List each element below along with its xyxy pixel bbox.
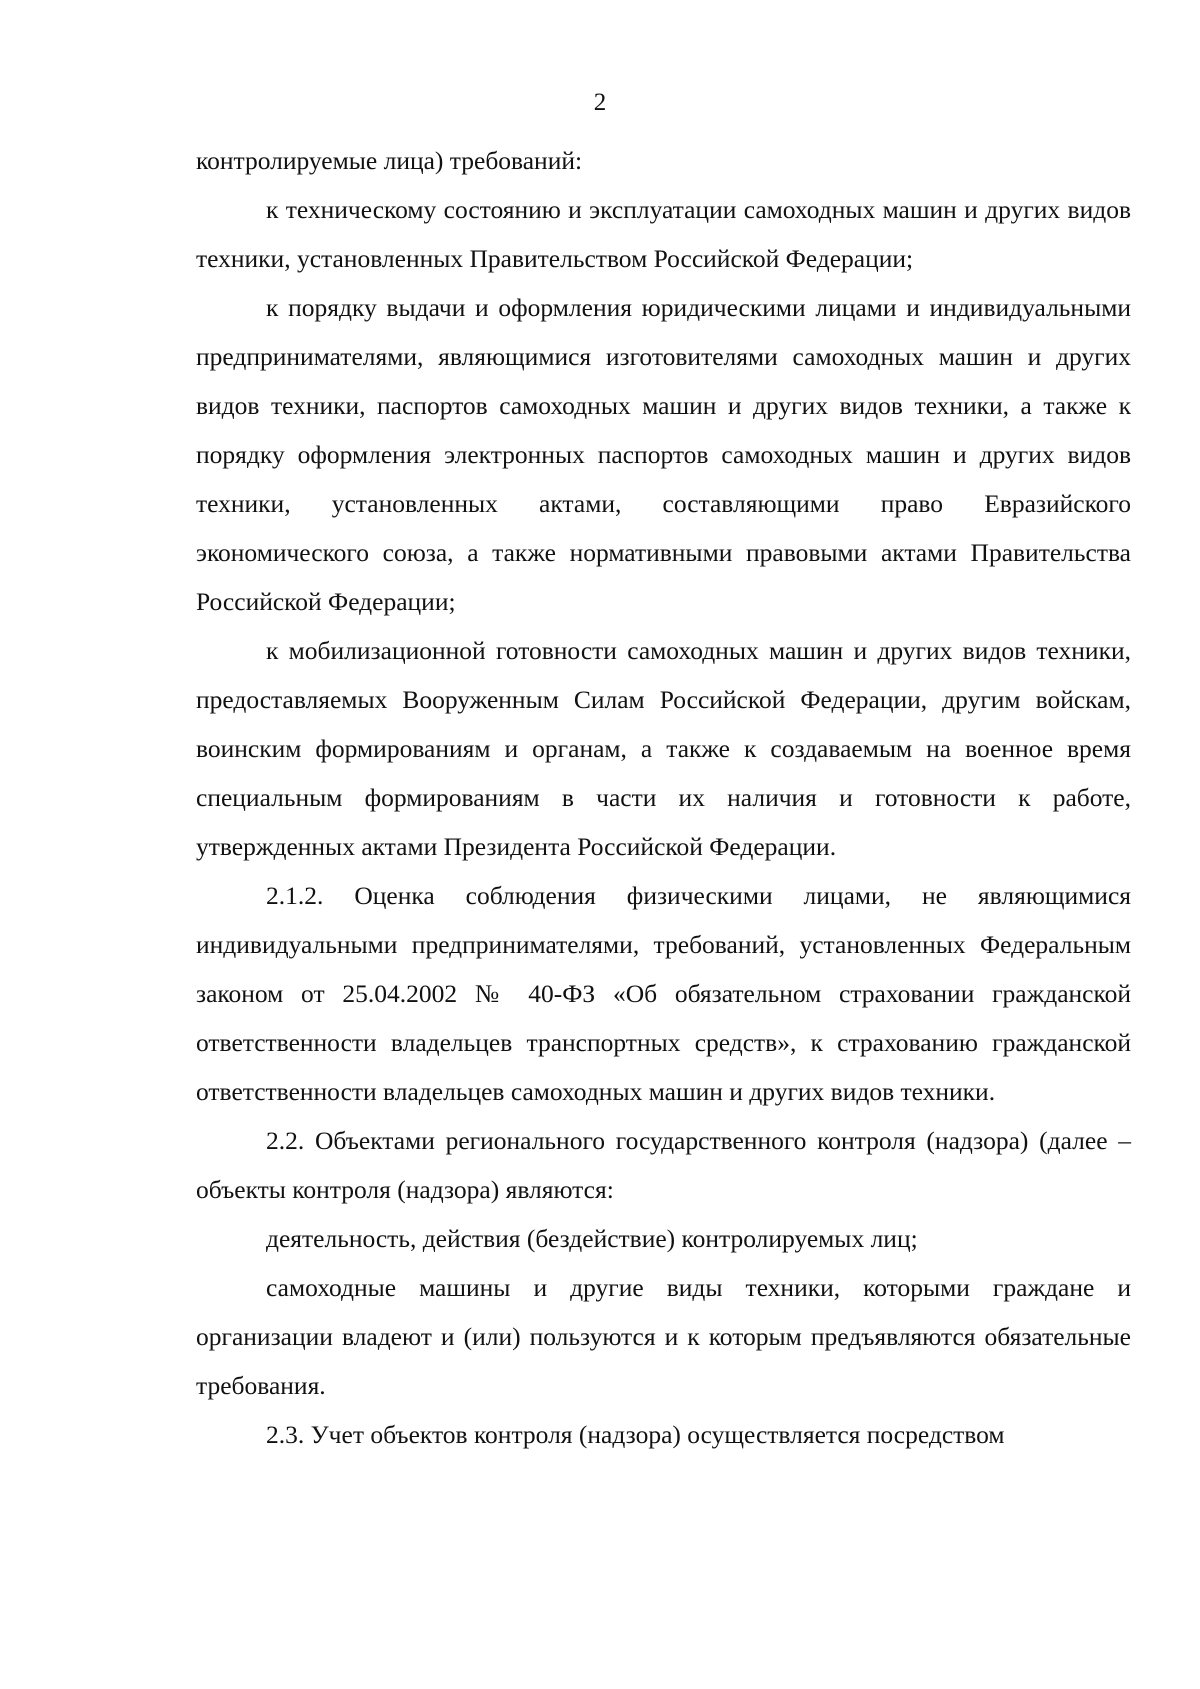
- paragraph-self-propelled-machines: самоходные машины и другие виды техники, которыми граждане и организации владеют и (или) пользуются и к которым предъявляются обязательные требования.: [196, 1273, 1131, 1400]
- paragraph-technical-condition: к техническому состоянию и эксплуатации самоходных машин и других видов техники, установленных Правительством Российской Федерации;: [196, 195, 1131, 273]
- page-number: 2: [593, 89, 607, 116]
- paragraph-activity: деятельность, действия (бездействие) контролируемых лиц;: [266, 1224, 918, 1253]
- paragraph-2-3: 2.3. Учет объектов контроля (надзора) осуществляется посредством: [266, 1420, 1005, 1449]
- paragraph-passports: к порядку выдачи и оформления юридическими лицами и индивидуальными предпринимателями, являющимися изготовителями самоходных машин и других видов техники, паспортов самоходных машин и других видов техники, а также к порядку оформления электронных паспортов самоходных машин и других видов техники, установленных актами, составляющими право Евразийского экономического союза, а также нормативными правовыми актами Правительства Российской Федерации;: [196, 293, 1131, 616]
- paragraph-continuation: контролируемые лица) требований:: [196, 146, 583, 175]
- paragraph-mobilization-readiness: к мобилизационной готовности самоходных машин и других видов техники, предоставляемых Вооруженным Силам Российской Федерации, другим войскам, воинским формированиям и органам, а также к создаваемым на военное время специальным формированиям в части их наличия и готовности к работе, утвержденных актами Президента Российской Федерации.: [196, 636, 1131, 861]
- paragraph-2-1-2: 2.1.2. Оценка соблюдения физическими лицами, не являющимися индивидуальными предпринимателями, требований, установленных Федеральным законом от 25.04.2002 № 40-ФЗ «Об обязательном страховании гражданской ответственности владельцев транспортных средств», к страхованию гражданской ответственности владельцев самоходных машин и других видов техники.: [196, 881, 1131, 1106]
- paragraph-2-2: 2.2. Объектами регионального государственного контроля (надзора) (далее – объекты контроля (надзора) являются:: [196, 1126, 1131, 1204]
- document-body: [196, 136, 1131, 1459]
